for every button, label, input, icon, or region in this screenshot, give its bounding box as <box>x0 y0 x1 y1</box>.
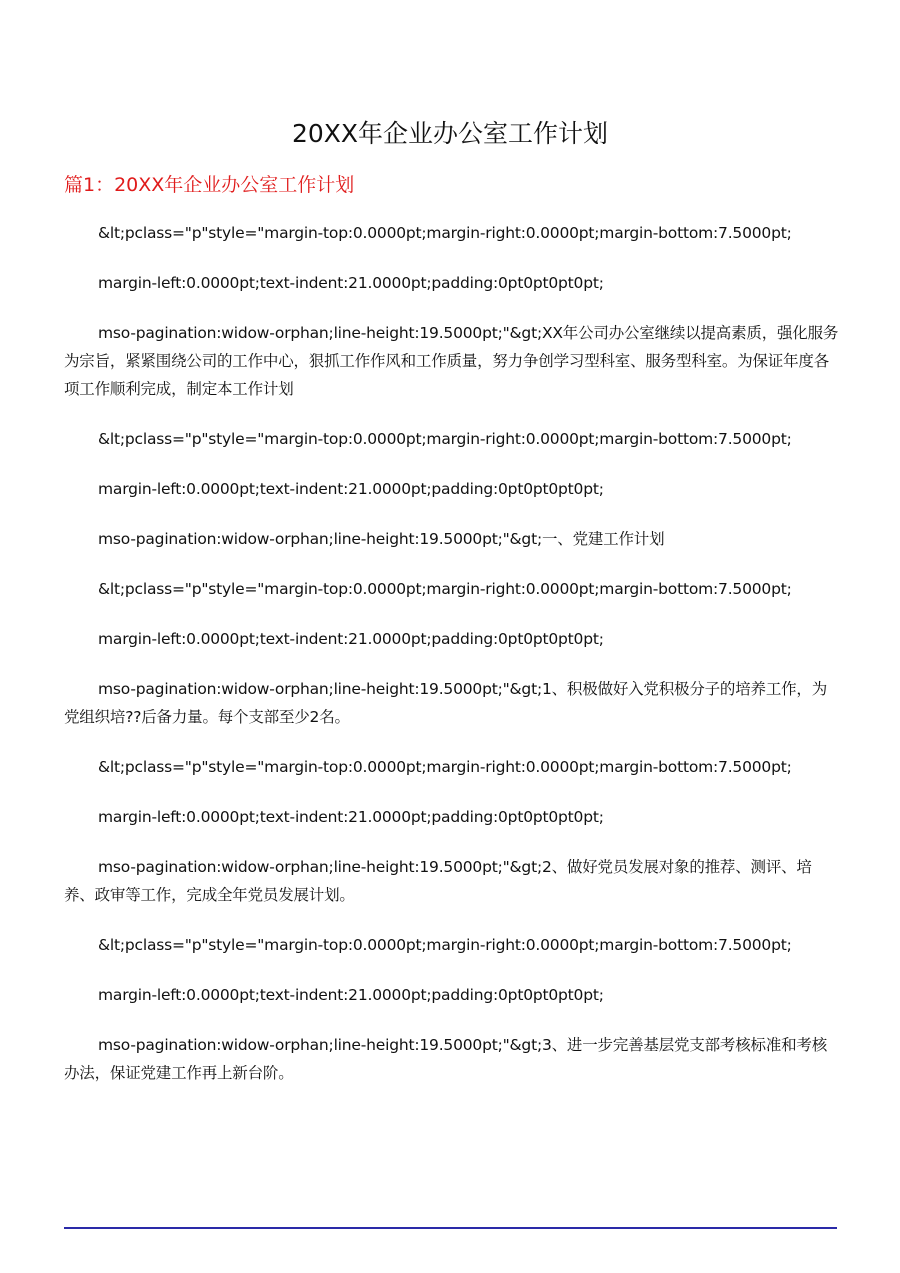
document-title: 20XX年企业办公室工作计划 <box>291 119 609 148</box>
footer-divider <box>64 1227 837 1229</box>
paragraph: &lt;pclass="p"style="margin-top:0.0000pt;margin-right:0.0000pt;margin-bottom:7.5000pt; <box>98 936 792 954</box>
paragraph: margin-left:0.0000pt;text-indent:21.0000pt;padding:0pt0pt0pt0pt; <box>98 986 604 1004</box>
paragraph: margin-left:0.0000pt;text-indent:21.0000pt;padding:0pt0pt0pt0pt; <box>98 630 604 648</box>
paragraph: &lt;pclass="p"style="margin-top:0.0000pt;margin-right:0.0000pt;margin-bottom:7.5000pt; <box>98 758 792 776</box>
paragraph: mso-pagination:widow-orphan;line-height:19.5000pt;"&gt;XX年公司办公室继续以提高素质，强化服务为宗旨，紧紧围绕公司的工作中心，狠抓工作作风和工作质量，努力争创学习型科室、服务型科室。为保证年度各项工作顺利完成，制定本工作计划 <box>64 324 839 398</box>
paragraph: margin-left:0.0000pt;text-indent:21.0000pt;padding:0pt0pt0pt0pt; <box>98 480 604 498</box>
document-body <box>64 219 839 1109</box>
paragraph: mso-pagination:widow-orphan;line-height:19.5000pt;"&gt;一、党建工作计划 <box>98 530 665 548</box>
paragraph: mso-pagination:widow-orphan;line-height:19.5000pt;"&gt;1、积极做好入党积极分子的培养工作，为党组织培??后备力量。每个支部至少2名。 <box>64 680 828 726</box>
paragraph: &lt;pclass="p"style="margin-top:0.0000pt;margin-right:0.0000pt;margin-bottom:7.5000pt; <box>98 580 792 598</box>
section-heading: 篇1：20XX年企业办公室工作计划 <box>64 174 355 196</box>
paragraph: mso-pagination:widow-orphan;line-height:19.5000pt;"&gt;2、做好党员发展对象的推荐、测评、培养、政审等工作，完成全年党员发展计划。 <box>64 858 812 904</box>
paragraph: &lt;pclass="p"style="margin-top:0.0000pt;margin-right:0.0000pt;margin-bottom:7.5000pt; <box>98 430 792 448</box>
paragraph: &lt;pclass="p"style="margin-top:0.0000pt;margin-right:0.0000pt;margin-bottom:7.5000pt; <box>98 224 792 242</box>
paragraph: margin-left:0.0000pt;text-indent:21.0000pt;padding:0pt0pt0pt0pt; <box>98 808 604 826</box>
paragraph: mso-pagination:widow-orphan;line-height:19.5000pt;"&gt;3、进一步完善基层党支部考核标准和考核办法，保证党建工作再上新台阶。 <box>64 1036 828 1082</box>
paragraph: margin-left:0.0000pt;text-indent:21.0000pt;padding:0pt0pt0pt0pt; <box>98 274 604 292</box>
